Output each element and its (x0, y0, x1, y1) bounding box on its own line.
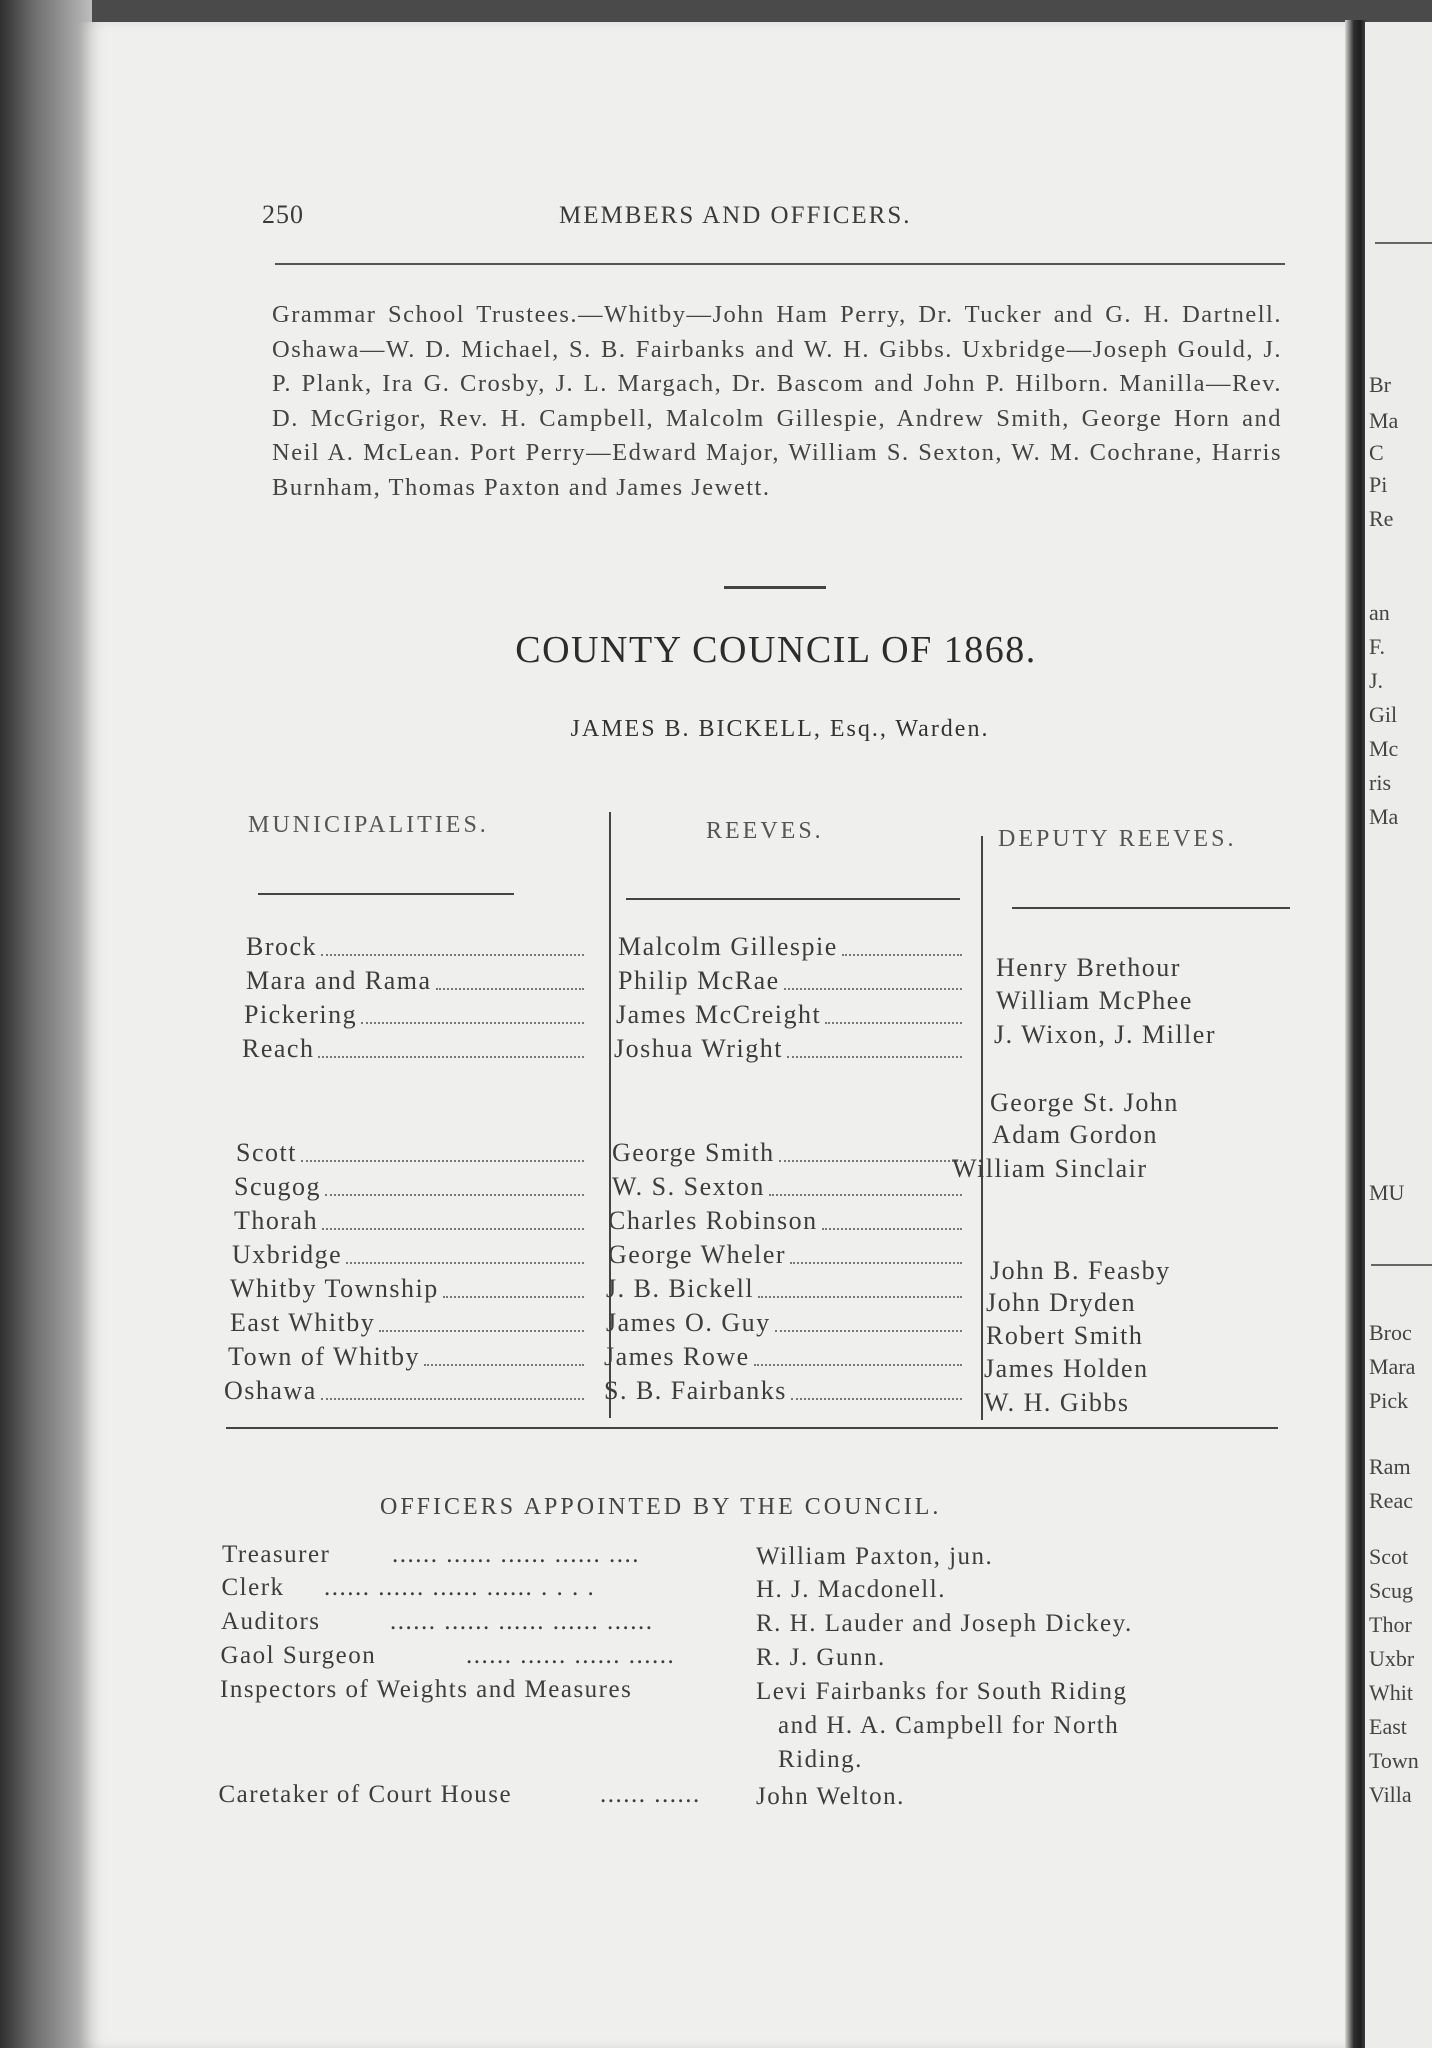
next-page-fragment: MU (1369, 1180, 1405, 1205)
leader-dots (379, 1330, 584, 1332)
next-page-fragment: Pi (1369, 472, 1388, 497)
reeve-name: Charles Robinson (608, 1206, 818, 1235)
page-header (262, 200, 1282, 240)
next-page-fragment: an (1369, 600, 1390, 625)
officer-name: William Paxton, jun. (756, 1543, 994, 1570)
municipality-name: Whitby Township (230, 1274, 439, 1303)
officer-name: and H. A. Campbell for North (778, 1712, 1120, 1739)
leader-dots (791, 1398, 962, 1400)
municipality-name: Pickering (244, 1000, 358, 1029)
deputy-reeve-name: Henry Brethour (996, 953, 1181, 982)
column-separator-2 (981, 836, 983, 1420)
municipality-name: Scugog (234, 1172, 321, 1201)
next-page-fragment: Br (1369, 372, 1391, 397)
leader-dots (754, 1364, 962, 1366)
leader-dots (361, 1022, 584, 1024)
reeve-name: George Smith (612, 1138, 775, 1167)
header-rule (275, 263, 1285, 265)
officers-heading: OFFICERS APPOINTED BY THE COUNCIL. (380, 1494, 942, 1520)
warden-line: JAMES B. BICKELL, Esq., Warden. (570, 716, 990, 742)
leader-dots (775, 1330, 962, 1332)
leader-dots (758, 1296, 962, 1298)
next-page-fragment: Whit (1369, 1680, 1413, 1705)
rule-municipalities (258, 893, 514, 895)
officer-role: Treasurer (222, 1541, 331, 1568)
officer-role: Caretaker of Court House (218, 1781, 513, 1808)
officer-role: Inspectors of Weights and Measures (220, 1676, 633, 1703)
officer-role: Auditors (221, 1608, 321, 1635)
leader-dots: ...... ...... ...... ...... (466, 1642, 676, 1669)
municipality-name: East Whitby (230, 1308, 376, 1337)
reeve-name: Philip McRae (618, 966, 780, 995)
reeve-name: Joshua Wright (614, 1034, 783, 1063)
leader-dots (779, 1160, 962, 1162)
council-title: COUNTY COUNCIL OF 1868. (515, 629, 1037, 671)
table-bottom-rule (226, 1427, 1278, 1429)
next-page-fragment: Mara (1369, 1354, 1416, 1379)
next-page-fragment: Villa (1369, 1782, 1412, 1807)
next-page-fragment: F. (1369, 634, 1385, 659)
reeve-name: James Rowe (604, 1342, 750, 1371)
leader-dots (436, 988, 584, 990)
next-page-fragment: Ma (1369, 804, 1399, 829)
municipality-name: Thorah (234, 1206, 319, 1235)
leader-dots (842, 954, 962, 956)
header-reeves: REEVES. (706, 818, 824, 844)
rule-deputy (1012, 907, 1290, 909)
page-number: 250 (262, 200, 304, 229)
leader-dots (325, 1194, 584, 1196)
section-divider (724, 586, 826, 589)
officer-name: Riding. (778, 1746, 863, 1773)
leader-dots (321, 1398, 584, 1400)
deputy-reeve-name: George St. John (990, 1088, 1179, 1117)
officer-name: John Welton. (756, 1783, 905, 1810)
deputy-reeve-name: Adam Gordon (992, 1120, 1158, 1149)
next-page-fragment: Uxbr (1369, 1646, 1415, 1671)
officer-name: R. H. Lauder and Joseph Dickey. (756, 1610, 1133, 1637)
leader-dots (784, 988, 962, 990)
leader-dots (790, 1262, 962, 1264)
running-title: MEMBERS AND OFFICERS. (559, 202, 912, 229)
reeve-name: James O. Guy (606, 1308, 771, 1337)
leader-dots (443, 1296, 584, 1298)
leader-dots: ...... ...... ...... ...... .... (392, 1541, 640, 1568)
deputy-reeve-name: James Holden (984, 1354, 1149, 1383)
reeve-name: George Wheler (608, 1240, 787, 1269)
next-page-fragment: Reac (1369, 1488, 1413, 1513)
municipality-name: Reach (242, 1034, 315, 1063)
leader-dots: ...... ...... (600, 1781, 701, 1808)
officer-role: Gaol Surgeon (220, 1642, 377, 1669)
rule-reeves (626, 898, 960, 900)
next-page-fragment: Pick (1369, 1388, 1409, 1413)
officer-name: H. J. Macdonell. (756, 1576, 946, 1603)
deputy-reeve-name: William Sinclair (952, 1154, 1148, 1183)
next-page-rule (1371, 1264, 1432, 1266)
next-page-fragment: Mc (1369, 736, 1399, 761)
municipality-name: Uxbridge (232, 1240, 343, 1269)
next-page-fragment: Gil (1369, 702, 1398, 727)
deputy-reeve-name: J. Wixon, J. Miller (994, 1020, 1216, 1049)
deputy-reeve-name: Robert Smith (986, 1321, 1144, 1350)
reeve-name: Malcolm Gillespie (618, 932, 838, 961)
leader-dots (301, 1160, 584, 1162)
next-page-fragment: East (1369, 1714, 1407, 1739)
municipality-name: Scott (236, 1138, 297, 1167)
next-page-edge (1365, 22, 1432, 2048)
deputy-reeve-name: John Dryden (986, 1288, 1137, 1317)
trustees-paragraph: Grammar School Trustees.—Whitby—John Ham Perry, Dr. Tucker and G. H. Dartnell. Oshawa—W. D. Michael, S. B. Fairbanks and W. H. Gibbs. Uxbridge—Joseph Gould, J. P. Plank, Ira G. Crosby, J. L. Margach, Dr. Bascom and John P. Hilborn. Manilla—Rev. D. McGrigor, Rev. H. Campbell, Malcolm Gillespie, Andrew Smith, George Horn and Neil A. McLean. Port Perry—Edward Major, William S. Sexton, W. M. Cochrane, Harris Burnham, Thomas Paxton and James Jewett. (272, 301, 1282, 501)
leader-dots (825, 1022, 962, 1024)
book-gutter (1345, 20, 1367, 2048)
deputy-reeve-name: W. H. Gibbs (984, 1388, 1130, 1417)
municipality-name: Oshawa (224, 1376, 317, 1405)
officer-role: Clerk (221, 1574, 285, 1601)
next-page-fragment: Town (1369, 1748, 1419, 1773)
next-page-fragment: Ram (1369, 1454, 1411, 1479)
reeve-name: J. B. Bickell (606, 1274, 755, 1303)
next-page-fragment: Ma (1369, 408, 1399, 433)
officer-name: Levi Fairbanks for South Riding (756, 1678, 1128, 1705)
reeve-name: James McCreight (616, 1000, 822, 1029)
leader-dots (822, 1228, 962, 1230)
next-page-rule (1375, 242, 1432, 244)
next-page-fragment: ris (1369, 770, 1391, 795)
municipality-name: Mara and Rama (246, 966, 432, 995)
next-page-fragment: C (1369, 440, 1384, 465)
next-page-fragment: Scot (1369, 1544, 1409, 1569)
deputy-reeve-name: William McPhee (996, 986, 1193, 1015)
municipality-name: Brock (246, 932, 318, 961)
leader-dots (424, 1364, 584, 1366)
next-page-fragment: J. (1369, 668, 1384, 693)
reeve-name: W. S. Sexton (612, 1172, 765, 1201)
leader-dots (322, 1228, 584, 1230)
municipality-name: Town of Whitby (228, 1342, 421, 1371)
leader-dots (321, 954, 584, 956)
next-page-fragment: Re (1369, 506, 1394, 531)
header-deputy-reeves: DEPUTY REEVES. (998, 826, 1237, 852)
leader-dots (769, 1194, 962, 1196)
next-page-fragment: Scug (1369, 1578, 1413, 1603)
header-municipalities: MUNICIPALITIES. (248, 812, 489, 838)
leader-dots: ...... ...... ...... ...... ...... (390, 1608, 654, 1635)
leader-dots (346, 1262, 584, 1264)
next-page-fragment: Broc (1369, 1320, 1412, 1345)
officer-name: R. J. Gunn. (756, 1644, 886, 1671)
leader-dots: ...... ...... ...... ...... . . . . (324, 1574, 596, 1601)
deputy-reeve-name: John B. Feasby (990, 1256, 1171, 1285)
leader-dots (787, 1056, 962, 1058)
reeve-name: S. B. Fairbanks (604, 1376, 787, 1405)
next-page-fragment: Thor (1369, 1612, 1412, 1637)
leader-dots (318, 1056, 584, 1058)
